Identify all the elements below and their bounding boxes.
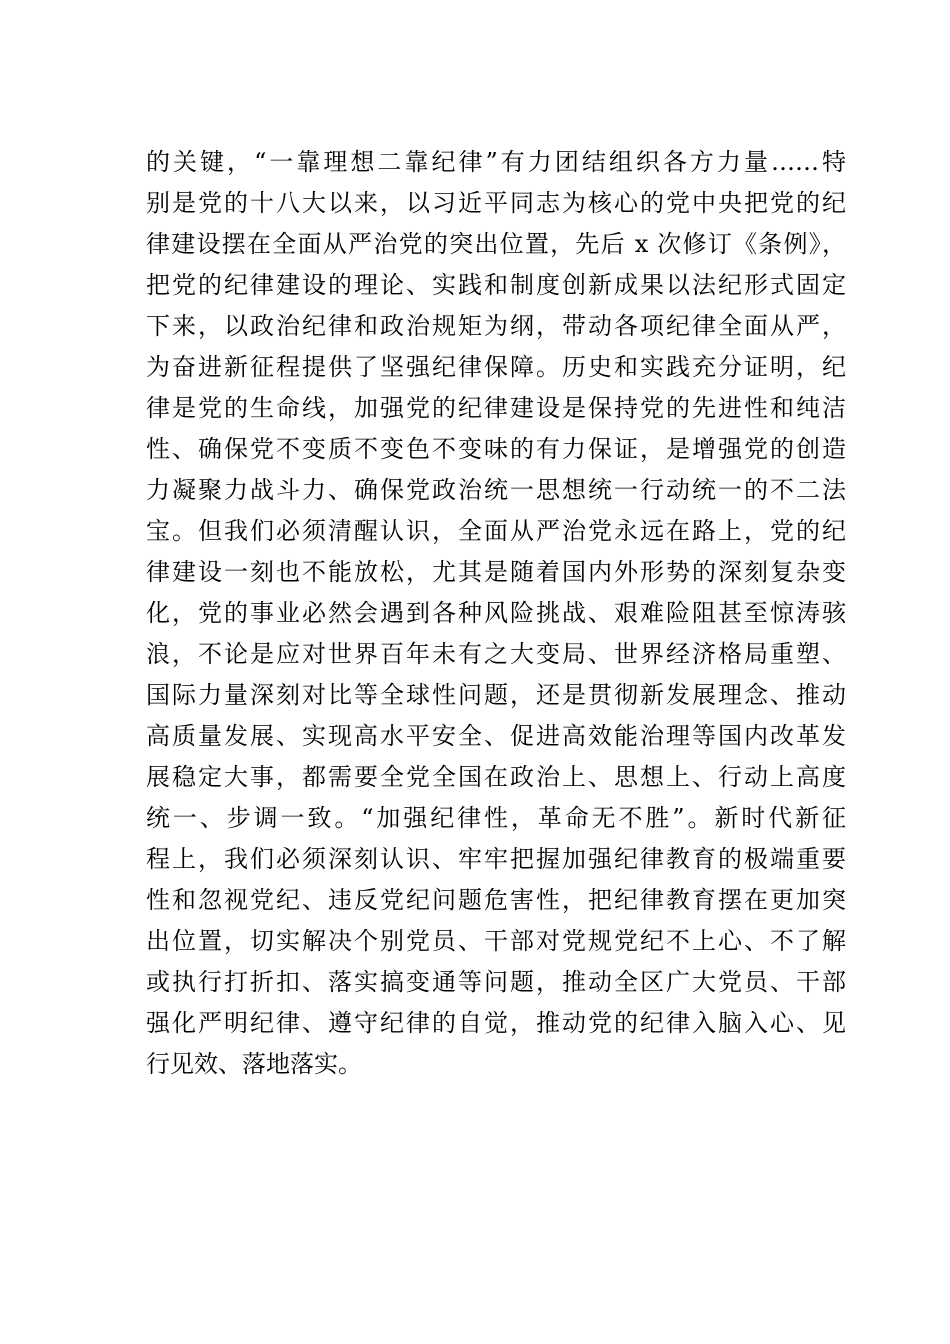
text-line: 性、确保党不变质不变色不变味的有力保证，是增强党的创造 (146, 435, 846, 463)
text-line: 行见效、落地落实。 (146, 1050, 362, 1078)
text-line: 律建设一刻也不能放松，尤其是随着国内外形势的深刻复杂变 (146, 558, 846, 586)
text-line: 把党的纪律建设的理论、实践和制度创新成果以法纪形式固定 (146, 271, 846, 299)
text-line: 律建设摆在全面从严治党的突出位置，先后 x 次修订《条例》， (146, 230, 846, 258)
text-line: 化，党的事业必然会遇到各种风险挑战、艰难险阻甚至惊涛骇 (146, 599, 846, 627)
text-line: 力凝聚力战斗力、确保党政治统一思想统一行动统一的不二法 (146, 476, 846, 504)
text-line: 宝。但我们必须清醒认识，全面从严治党永远在路上，党的纪 (146, 517, 846, 545)
text-line: 性和忽视党纪、违反党纪问题危害性，把纪律教育摆在更加突 (146, 886, 846, 914)
body-paragraph (146, 142, 846, 1085)
text-line: 强化严明纪律、遵守纪律的自觉，推动党的纪律入脑入心、见 (146, 1009, 846, 1037)
text-line: 为奋进新征程提供了坚强纪律保障。历史和实践充分证明，纪 (146, 353, 846, 381)
text-line: 下来，以政治纪律和政治规矩为纲，带动各项纪律全面从严， (146, 312, 846, 340)
text-line: 出位置，切实解决个别党员、干部对党规党纪不上心、不了解 (146, 927, 846, 955)
text-line: 高质量发展、实现高水平安全、促进高效能治理等国内改革发 (146, 722, 846, 750)
text-line: 浪，不论是应对世界百年未有之大变局、世界经济格局重塑、 (146, 640, 846, 668)
text-line: 律是党的生命线，加强党的纪律建设是保持党的先进性和纯洁 (146, 394, 846, 422)
text-line: 或执行打折扣、落实搞变通等问题，推动全区广大党员、干部 (146, 968, 846, 996)
text-line: 展稳定大事，都需要全党全国在政治上、思想上、行动上高度 (146, 763, 846, 791)
text-line: 别是党的十八大以来，以习近平同志为核心的党中央把党的纪 (146, 189, 846, 217)
text-line: 的关键，“一靠理想二靠纪律”有力团结组织各方力量……特 (146, 148, 846, 176)
text-line: 程上，我们必须深刻认识、牢牢把握加强纪律教育的极端重要 (146, 845, 846, 873)
text-line: 统一、步调一致。“加强纪律性，革命无不胜”。新时代新征 (146, 804, 846, 832)
text-line: 国际力量深刻对比等全球性问题，还是贯彻新发展理念、推动 (146, 681, 846, 709)
